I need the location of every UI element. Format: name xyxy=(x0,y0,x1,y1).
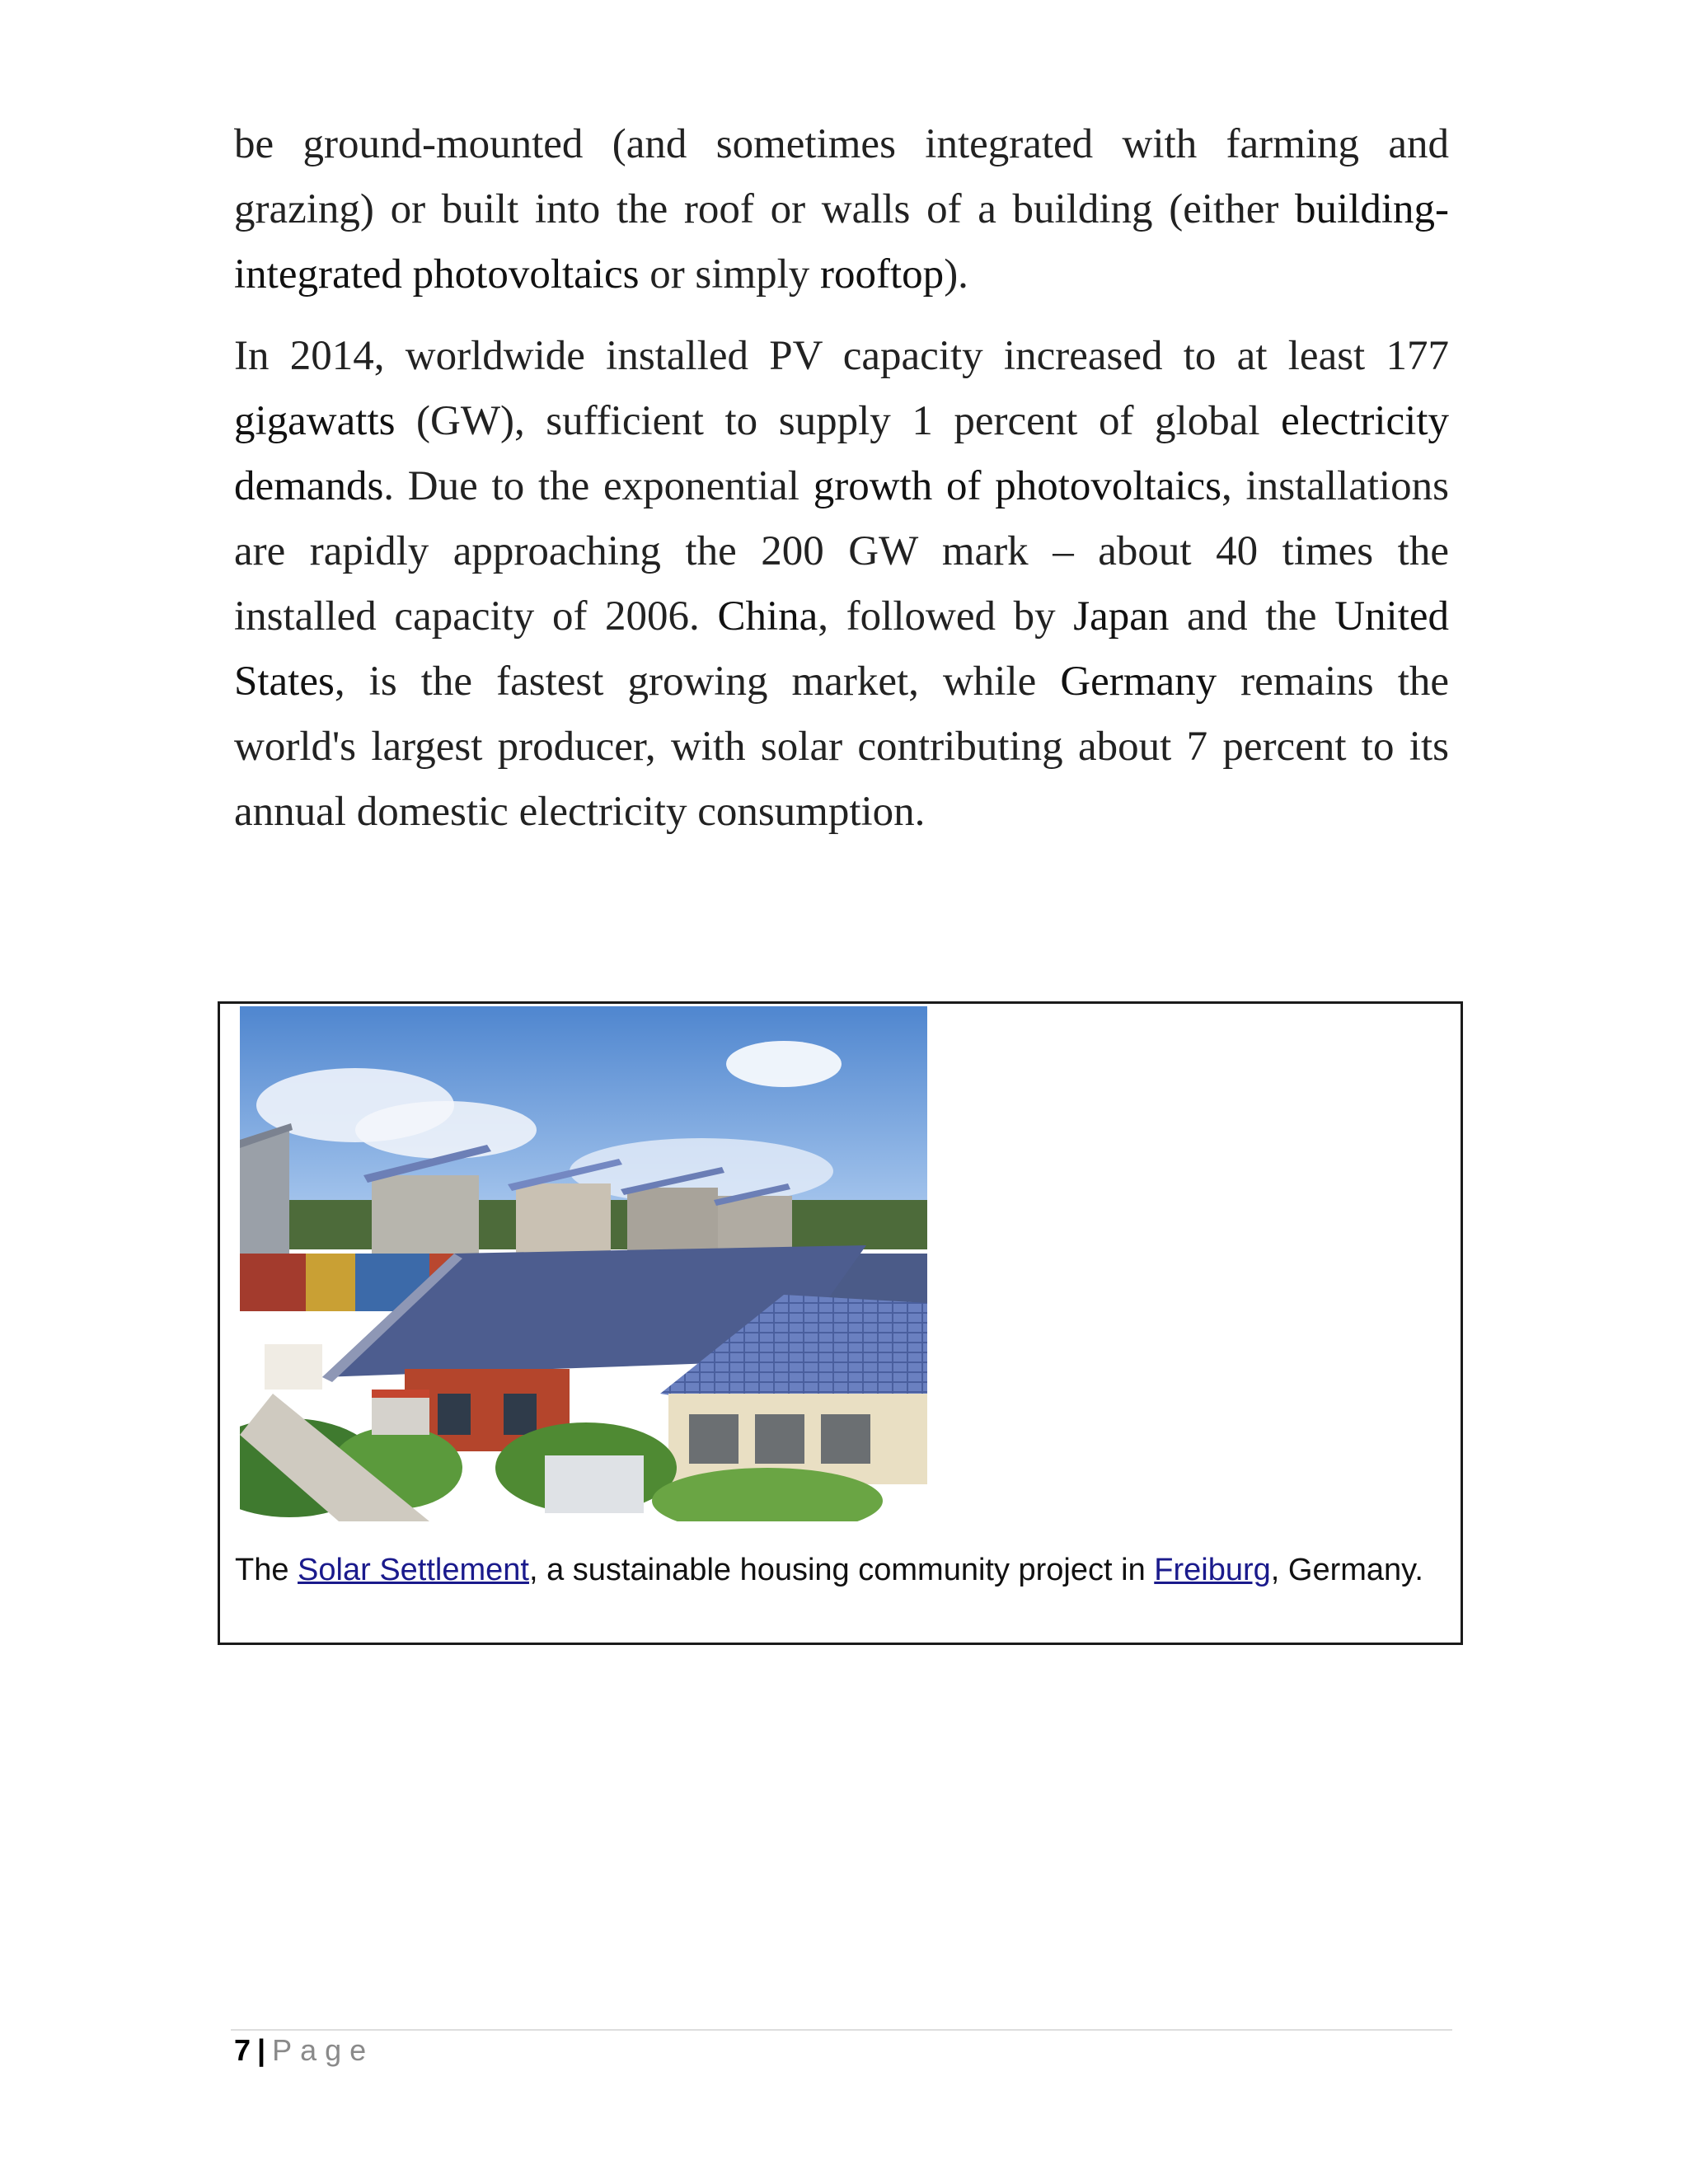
link-solar-settlement[interactable]: Solar Settlement xyxy=(298,1553,529,1587)
paragraph-text: ). xyxy=(944,251,968,298)
paragraph-text: (GW), sufficient to supply 1 percent of global xyxy=(395,398,1282,444)
link-electricity-demands[interactable]: electricity demands xyxy=(234,398,1449,509)
paragraph-text: In 2014, worldwide installed PV capacity increased to at least 177 xyxy=(234,333,1449,379)
link-building-integrated-photovoltaics[interactable]: building-integrated photovoltaics xyxy=(234,186,1449,298)
paragraph-text: , installations are rapidly approaching the 200 GW mark – about 40 times the installed capacity of 2006. xyxy=(234,463,1450,640)
figure-frame xyxy=(218,1001,1463,1645)
page-footer xyxy=(234,2031,374,2070)
paragraph-text: , followed by xyxy=(818,593,1074,640)
link-rooftop[interactable]: rooftop xyxy=(820,251,945,298)
paragraph-text: , is the fastest growing market, while xyxy=(334,658,1061,705)
paragraph-text: . Due to the exponential xyxy=(383,463,814,509)
footer-divider xyxy=(231,2029,1452,2031)
paragraph-pv-mounting xyxy=(234,112,1449,307)
paragraph-text: or simply xyxy=(639,251,821,298)
link-united-states[interactable]: United States xyxy=(234,593,1449,705)
caption-text: , Germany. xyxy=(1270,1553,1423,1587)
link-growth-of-photovoltaics[interactable]: growth of photovoltaics xyxy=(813,463,1222,509)
link-gigawatts[interactable]: gigawatts xyxy=(234,398,396,444)
link-freiburg[interactable]: Freiburg xyxy=(1154,1553,1271,1587)
link-germany[interactable]: Germany xyxy=(1060,658,1217,705)
paragraph-text: remains the world's largest producer, with solar contributing about 7 percent to its annual domestic electricity consumption. xyxy=(234,658,1450,835)
paragraph-text: and the xyxy=(1169,593,1335,640)
link-japan[interactable]: Japan xyxy=(1073,593,1170,640)
paragraph-text: be ground-mounted (and sometimes integrated with farming and grazing) or built into the roof or walls of a building (either xyxy=(234,121,1449,232)
page-label: Page xyxy=(272,2033,375,2067)
figure-caption xyxy=(235,1549,1448,1592)
solar-settlement-illustration xyxy=(240,1006,927,1521)
solar-settlement-photo xyxy=(240,1006,927,1521)
footer-separator: | xyxy=(257,2033,266,2067)
paragraph-pv-capacity xyxy=(234,324,1449,845)
caption-text: , a sustainable housing community project in xyxy=(528,1553,1155,1587)
link-china[interactable]: China xyxy=(717,593,818,640)
page-number: 7 xyxy=(234,2033,251,2067)
caption-text: The xyxy=(235,1553,298,1587)
